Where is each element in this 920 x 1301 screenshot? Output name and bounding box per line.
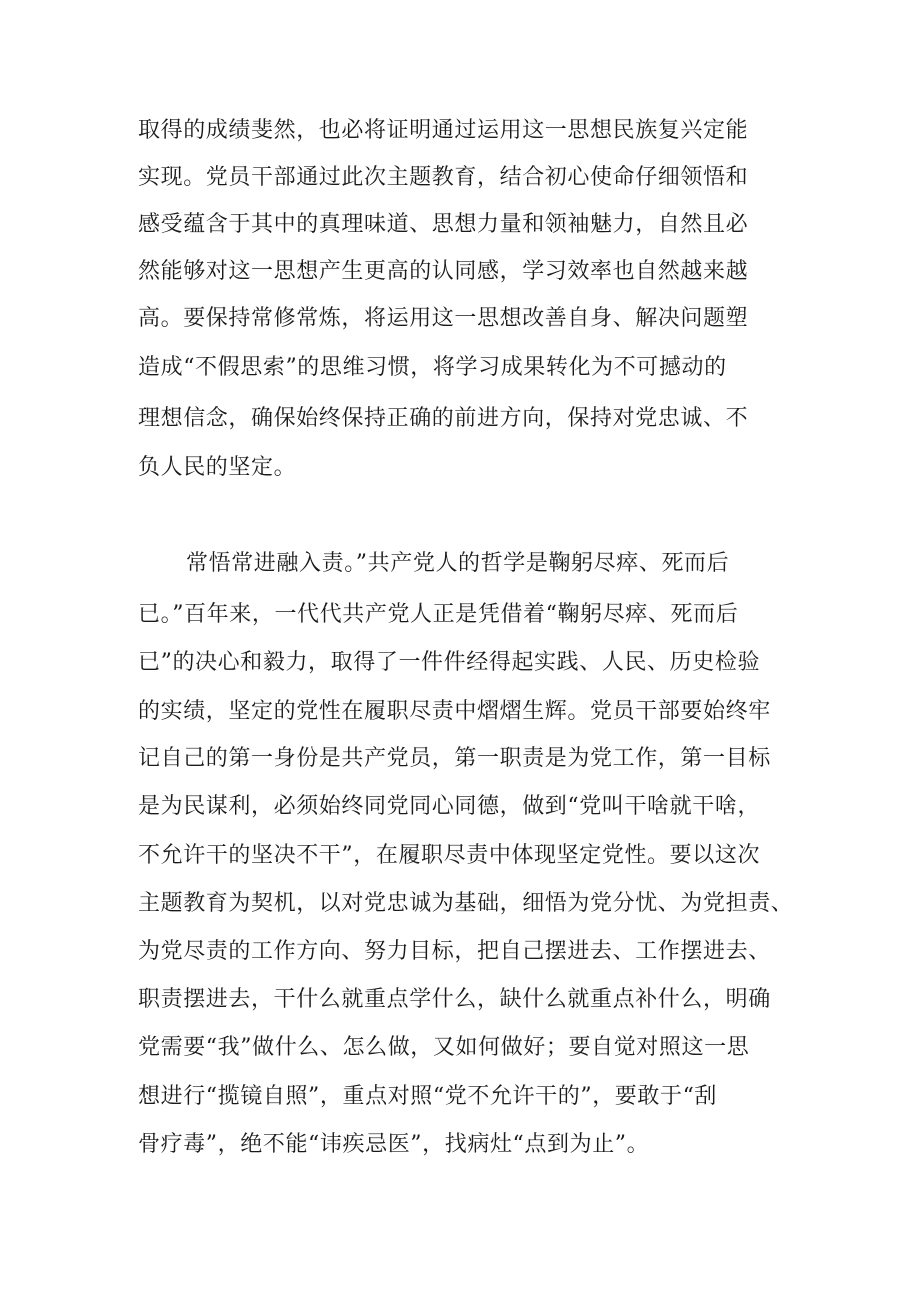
paragraph-2-line-11: 党需要“我”做什么、怎么做，又如何做好；要自觉对照这一思 — [138, 1035, 750, 1060]
paragraph-2-line-6: 是为民谋利，必须始终同党同心同德，做到“党叫干啥就干啥， — [138, 794, 761, 819]
paragraph-2-line-5: 记自己的第一身份是共产党员，第一职责是为党工作，第一目标 — [138, 746, 771, 771]
paragraph-2-line-10: 职责摆进去，干什么就重点学什么，缺什么就重点补什么，明确 — [138, 987, 771, 1012]
paragraph-2-line-3: 已”的决心和毅力，取得了一件件经得起实践、人民、历史检验 — [138, 650, 761, 675]
paragraph-2-line-4: 的实绩，坚定的党性在履职尽责中熠熠生辉。党员干部要始终牢 — [138, 699, 771, 724]
paragraph-2-line-8: 主题教育为契机，以对党忠诚为基础，细悟为党分忧、为党担责、 — [138, 891, 794, 916]
paragraph-2-line-2: 已。”百年来，一代代共产党人正是凭借着“鞠躬尽瘁、死而后 — [138, 602, 739, 627]
paragraph-1-line-3: 感受蕴含于其中的真理味道、思想力量和领袖魅力，自然且必 — [138, 212, 749, 237]
paragraph-1-line-4: 然能够对这一思想产生更高的认同感，学习效率也自然越来越 — [138, 259, 749, 284]
paragraph-1-line-6: 造成“不假思索”的思维习惯，将学习成果转化为不可撼动的 — [138, 355, 727, 380]
paragraph-2-line-9: 为党尽责的工作方向、努力目标，把自己摆进去、工作摆进去、 — [138, 939, 771, 964]
paragraph-1-line-7: 理想信念，确保始终保持正确的前进方向，保持对党忠诚、不 — [138, 406, 749, 431]
paragraph-1-line-1: 取得的成绩斐然，也必将证明通过运用这一思想民族复兴定能 — [138, 118, 749, 143]
paragraph-2-line-13: 骨疗毒”，绝不能“讳疾忌医”，找病灶“点到为止”。 — [138, 1132, 650, 1157]
paragraph-1-line-2: 实现。党员干部通过此次主题教育，结合初心使命仔细领悟和 — [138, 165, 749, 190]
paragraph-2-line-1: 常悟常进融入责。”共产党人的哲学是鞠躬尽瘁、死而后 — [186, 551, 730, 576]
paragraph-2-line-7: 不允许干的坚决不干”，在履职尽责中体现坚定党性。要以这次 — [138, 843, 761, 868]
paragraph-1-line-8: 负人民的坚定。 — [138, 455, 297, 480]
paragraph-1-line-5: 高。要保持常修常炼，将运用这一思想改善自身、解决问题塑 — [138, 306, 749, 331]
paragraph-2-line-12: 想进行“揽镜自照”，重点对照“党不允许干的”，要敢于“刮 — [138, 1084, 718, 1109]
